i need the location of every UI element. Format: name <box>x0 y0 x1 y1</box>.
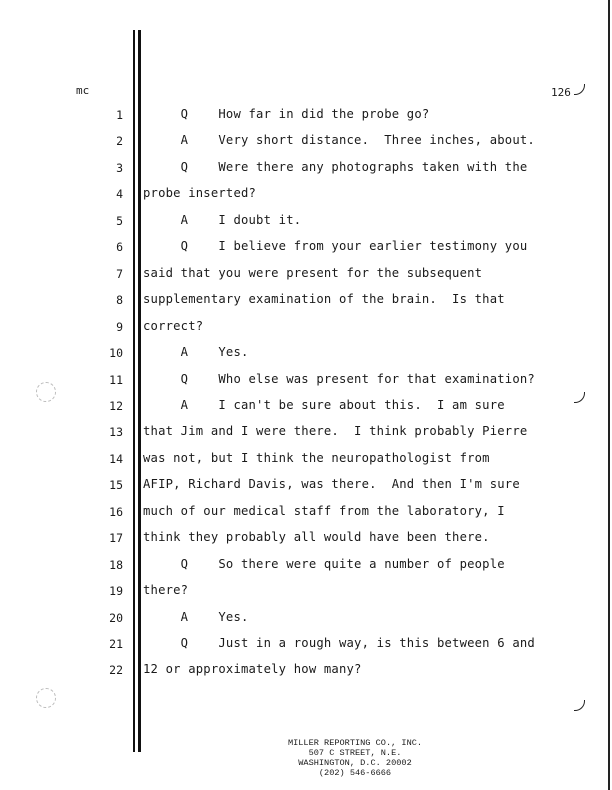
transcript-line: correct? <box>143 318 204 333</box>
line-number: 7 <box>116 266 123 281</box>
line-number: 21 <box>109 637 123 651</box>
page-number: 126 <box>551 86 571 99</box>
line-number: 9 <box>116 319 123 334</box>
line-number: 15 <box>109 478 123 493</box>
reporter-initials: mc <box>76 84 90 97</box>
line-number: 3 <box>116 160 123 175</box>
transcript-line: Q I believe from your earlier testimony you <box>143 239 528 254</box>
footer-phone: (202) 546-6666 <box>318 768 392 778</box>
line-number: 20 <box>109 610 123 625</box>
transcript-line: A I can't be sure about this. I am sure <box>143 397 505 412</box>
transcript-line: A I doubt it. <box>143 212 302 227</box>
transcript-line: supplementary examination of the brain. Is that <box>143 292 505 307</box>
transcript-line: that Jim and I were there. I think probably Pierre <box>143 424 528 439</box>
transcript-line: AFIP, Richard Davis, was there. And then I'm sure <box>143 477 520 492</box>
footer-company: MILLER REPORTING CO., INC. <box>287 738 423 748</box>
transcript-line: Q Were there any photographs taken with the <box>143 159 528 174</box>
transcript-line: there? <box>143 583 189 598</box>
transcript-line: A Very short distance. Three inches, about. <box>143 133 535 148</box>
line-number: 14 <box>109 451 123 466</box>
binding-mark <box>574 84 585 95</box>
line-number: 19 <box>109 584 123 599</box>
footer-street: 507 C STREET, N.E. <box>308 748 402 758</box>
transcript-line: was not, but I think the neuropathologist from <box>143 450 490 465</box>
transcript-line: said that you were present for the subsequent <box>143 265 483 280</box>
left-margin-rule <box>133 30 135 752</box>
footer-city: WASHINGTON, D.C. 20002 <box>298 758 412 768</box>
transcript-line: A Yes. <box>143 345 249 360</box>
line-number: 10 <box>109 346 123 361</box>
binding-mark <box>574 700 585 711</box>
line-number: 11 <box>109 372 123 387</box>
transcript-line: think they probably all would have been there. <box>143 530 490 545</box>
line-number: 16 <box>109 504 123 519</box>
binding-mark <box>574 392 585 403</box>
line-number: 18 <box>109 557 123 572</box>
line-number: 13 <box>109 425 123 440</box>
line-number: 5 <box>116 213 123 228</box>
transcript-line: probe inserted? <box>143 186 257 201</box>
line-number: 22 <box>109 663 123 678</box>
transcript-line: much of our medical staff from the laboratory, I <box>143 503 505 518</box>
punch-hole-mark <box>36 688 56 708</box>
line-number: 17 <box>109 531 123 546</box>
line-number: 12 <box>109 398 123 413</box>
left-margin-rule-double <box>138 30 141 752</box>
line-number: 6 <box>116 240 123 255</box>
line-number: 2 <box>116 134 123 149</box>
transcript-line: Q Just in a rough way, is this between 6 and <box>143 636 535 650</box>
punch-hole-mark <box>36 382 56 402</box>
page-edge <box>608 0 610 790</box>
transcript-line: 12 or approximately how many? <box>143 662 362 677</box>
transcript-line: Q So there were quite a number of people <box>143 556 505 571</box>
line-number: 8 <box>116 293 123 308</box>
line-number: 4 <box>116 187 123 202</box>
transcript-line: Q How far in did the probe go? <box>143 107 430 121</box>
line-number: 1 <box>116 108 123 122</box>
transcript-line: A Yes. <box>143 609 249 624</box>
transcript-line: Q Who else was present for that examination? <box>143 371 535 386</box>
reporter-footer <box>240 738 470 778</box>
